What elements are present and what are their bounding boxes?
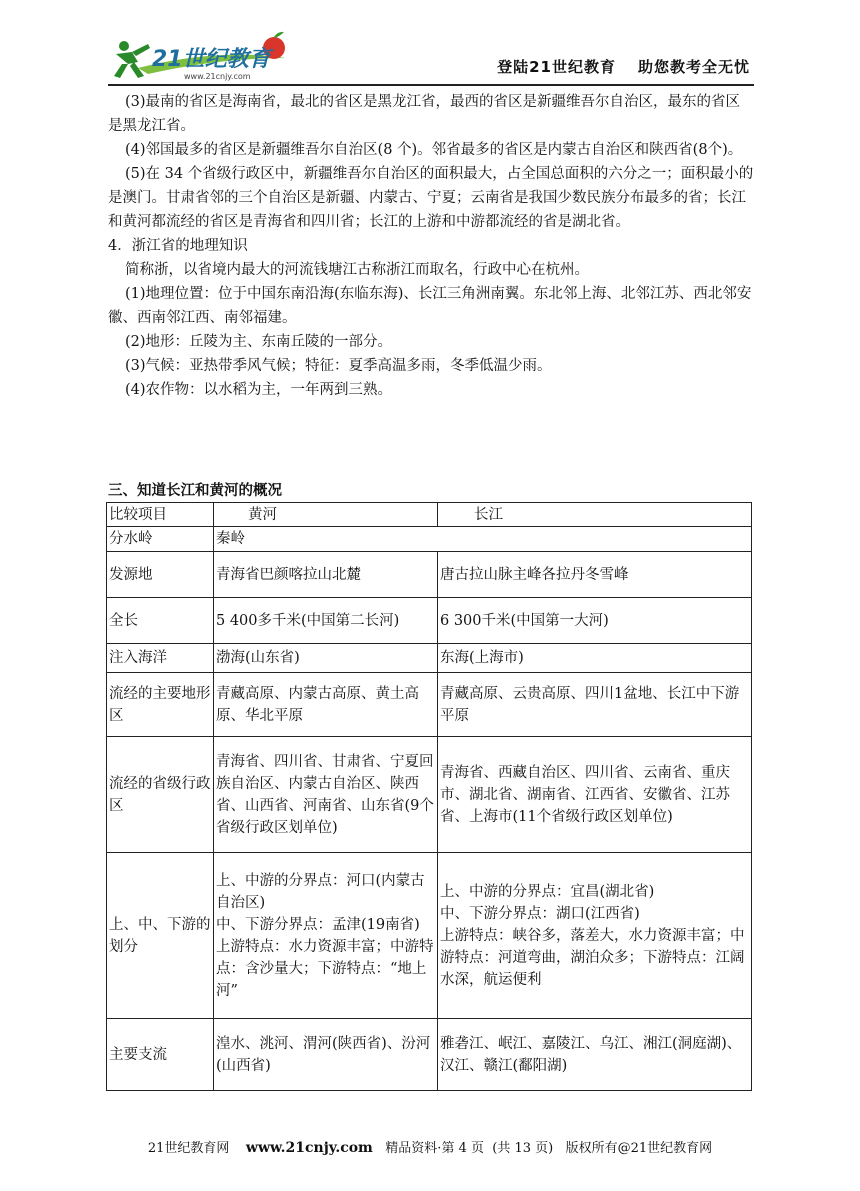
changjiang-cell: 6 300千米(中国第一大河) bbox=[438, 598, 752, 644]
table-header-row bbox=[107, 503, 752, 527]
svg-text:www.21cnjy.com: www.21cnjy.com bbox=[184, 72, 251, 81]
row-label: 全长 bbox=[107, 598, 214, 644]
slogan-right: 助您教考全无忧 bbox=[637, 58, 750, 76]
paragraph-climate: (3)气候：亚热带季风气候；特征：夏季高温多雨，冬季低温少雨。 bbox=[125, 358, 552, 374]
table-row bbox=[107, 598, 752, 644]
section-title: 三、知道长江和黄河的概况 bbox=[108, 483, 282, 499]
table-row bbox=[107, 1019, 752, 1091]
paragraph-area: (5)在 34 个省级行政区中，新疆维吾尔自治区的面积最大，占全国总面积的六分之一；面积最小的是澳门。甘肃省邻的三个自治区是新疆、内蒙古、宁夏；云南省是我国少数民族分布最多的省；长江和黄河都流经的省区是青海省和四川省；长江的上游和中游都流经的省是湖北省。 bbox=[108, 166, 754, 230]
footer-total: (共 13 页) bbox=[492, 1141, 554, 1156]
row-label: 分水岭 bbox=[107, 527, 214, 552]
table-row bbox=[107, 737, 752, 853]
header-item: 比较项目 bbox=[107, 503, 214, 527]
changjiang-cell: 上、中游的分界点：宜昌(湖北省) 中、下游分界点：湖口(江西省) 上游特点：峡谷多，落差大，水力资源丰富；中游特点：河道弯曲，湖泊众多；下游特点：江阔水深，航运便利 bbox=[438, 853, 752, 1019]
page-footer: 21世纪教育网 www.21cnjy.com 精品资料·第 4 页 (共 13 页) 版权所有@21世纪教育网 bbox=[147, 1140, 713, 1156]
huanghe-cell: 上、中游的分界点：河口(内蒙古自治区) 中、下游分界点：孟津(19南省) 上游特点：水力资源丰富；中游特点：含沙量大；下游特点：“地上河” bbox=[214, 853, 438, 1019]
changjiang-cell: 东海(上海市) bbox=[438, 644, 752, 673]
subheading-zhejiang: 4．浙江省的地理知识 bbox=[108, 238, 248, 254]
paragraph-location: (1)地理位置：位于中国东南沿海(东临东海)、长江三角洲南翼。东北邻上海、北邻江苏、西北邻安徽、西南邻江西、南邻福建。 bbox=[108, 286, 752, 326]
huanghe-cell: 湟水、洮河、渭河(陕西省)、汾河(山西省) bbox=[214, 1019, 438, 1091]
slogan-left: 登陆21世纪教育 bbox=[497, 58, 616, 76]
body-text bbox=[108, 90, 754, 402]
table-row bbox=[107, 673, 752, 737]
row-label: 流经的省级行政区 bbox=[107, 737, 214, 853]
logo-21cnjy bbox=[108, 28, 308, 84]
row-label: 上、中、下游的划分 bbox=[107, 853, 214, 1019]
footer-url[interactable]: www.21cnjy.com bbox=[245, 1140, 373, 1156]
table-row bbox=[107, 644, 752, 673]
table-row bbox=[107, 527, 752, 552]
header-divider bbox=[108, 84, 754, 86]
changjiang-cell: 唐古拉山脉主峰各拉丹冬雪峰 bbox=[438, 552, 752, 598]
header-slogan bbox=[497, 56, 750, 77]
huanghe-cell: 青海省、四川省、甘肃省、宁夏回族自治区、内蒙古自治区、陕西省、山西省、河南省、山东省(9个省级行政区划单位) bbox=[214, 737, 438, 853]
footer-label: 精品资料 bbox=[385, 1141, 438, 1156]
footer-page: 第 4 页 bbox=[441, 1141, 484, 1156]
footer-site: 21世纪教育网 bbox=[147, 1141, 230, 1156]
huanghe-cell: 青藏高原、内蒙古高原、黄土高原、华北平原 bbox=[214, 673, 438, 737]
row-label: 注入海洋 bbox=[107, 644, 214, 673]
paragraph-southernmost: (3)最南的省区是海南省，最北的省区是黑龙江省，最西的省区是新疆维吾尔自治区，最东的省区是黑龙江省。 bbox=[108, 94, 741, 134]
header-huanghe: 黄河 bbox=[214, 503, 438, 527]
huanghe-cell: 渤海(山东省) bbox=[214, 644, 438, 673]
row-value: 秦岭 bbox=[214, 527, 752, 552]
changjiang-cell: 青海省、西藏自治区、四川省、云南省、重庆市、湖北省、湖南省、江西省、安徽省、江苏省、上海市(11个省级行政区划单位) bbox=[438, 737, 752, 853]
row-label: 流经的主要地形区 bbox=[107, 673, 214, 737]
changjiang-cell: 青藏高原、云贵高原、四川1盆地、长江中下游平原 bbox=[438, 673, 752, 737]
header-changjiang: 长江 bbox=[438, 503, 752, 527]
page-header bbox=[108, 28, 754, 84]
paragraph-zhejiang-intro: 简称浙，以省境内最大的河流钱塘江古称浙江而取名，行政中心在杭州。 bbox=[125, 262, 589, 278]
table-row bbox=[107, 552, 752, 598]
huanghe-cell: 5 400多千米(中国第二长河) bbox=[214, 598, 438, 644]
table-row bbox=[107, 853, 752, 1019]
row-label: 发源地 bbox=[107, 552, 214, 598]
paragraph-crops: (4)农作物：以水稻为主，一年两到三熟。 bbox=[125, 382, 393, 398]
changjiang-cell: 雅砻江、岷江、嘉陵江、乌江、湘江(洞庭湖)、汉江、赣江(鄱阳湖) bbox=[438, 1019, 752, 1091]
comparison-table bbox=[106, 502, 752, 1091]
paragraph-terrain: (2)地形：丘陵为主、东南丘陵的一部分。 bbox=[125, 334, 393, 350]
huanghe-cell: 青海省巴颜喀拉山北麓 bbox=[214, 552, 438, 598]
svg-text:21世纪教育: 21世纪教育 bbox=[152, 47, 271, 72]
paragraph-neighbors: (4)邻国最多的省区是新疆维吾尔自治区(8 个)。邻省最多的省区是内蒙古自治区和陕西省(8个)。 bbox=[125, 142, 743, 158]
row-label: 主要支流 bbox=[107, 1019, 214, 1091]
footer-rights: 版权所有@21世纪教育网 bbox=[565, 1141, 713, 1156]
